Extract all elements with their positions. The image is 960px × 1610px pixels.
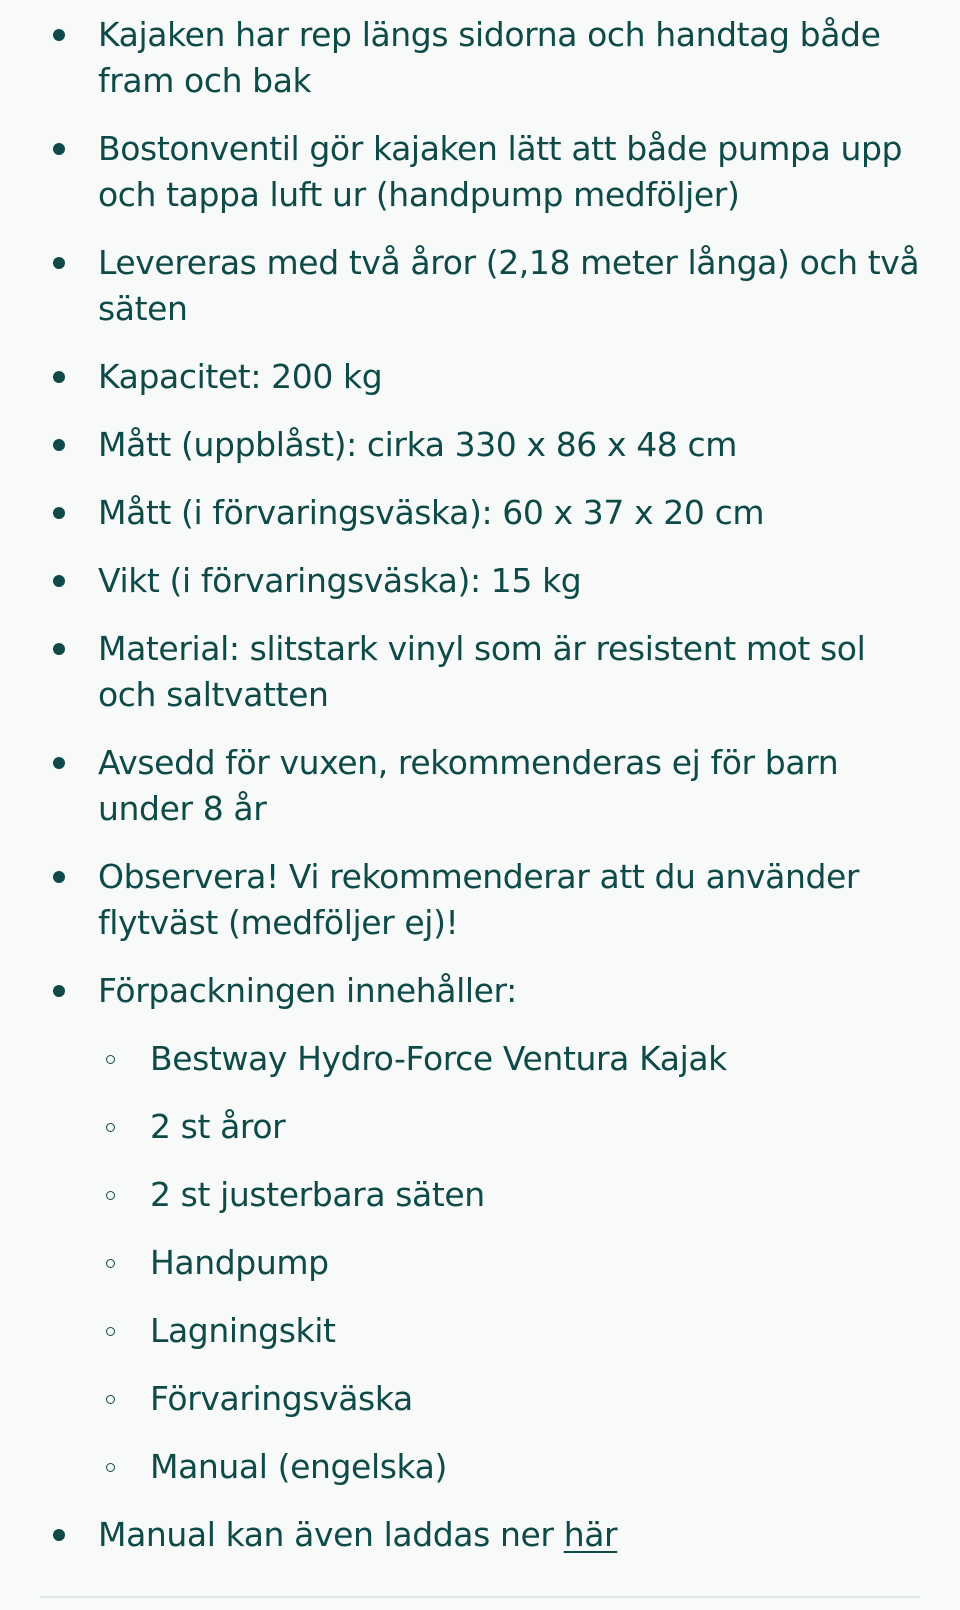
feature-item-weight: Vikt (i förvaringsväska): 15 kg <box>98 558 920 604</box>
feature-item-paddles-seats: Levereras med två åror (2,18 meter långa) och två säten <box>98 240 920 332</box>
package-item-storage-bag: Förvaringsväska <box>150 1376 920 1422</box>
feature-item-capacity: Kapacitet: 200 kg <box>98 354 920 400</box>
feature-item-package <box>98 968 920 1490</box>
package-item-seats: 2 st justerbara säten <box>150 1172 920 1218</box>
package-item-manual: Manual (engelska) <box>150 1444 920 1490</box>
feature-item-age: Avsedd för vuxen, rekommenderas ej för barn under 8 år <box>98 740 920 832</box>
section-divider <box>40 1596 920 1598</box>
package-item-hand-pump: Handpump <box>150 1240 920 1286</box>
manual-download-text: Manual kan även laddas ner <box>98 1515 564 1554</box>
feature-item-boston-valve: Bostonventil gör kajaken lätt att både pumpa upp och tappa luft ur (handpump medföljer) <box>98 126 920 218</box>
package-item-repair-kit: Lagningskit <box>150 1308 920 1354</box>
package-item-kayak: Bestway Hydro-Force Ventura Kajak <box>150 1036 920 1082</box>
feature-item-life-vest: Observera! Vi rekommenderar att du använder flytväst (medföljer ej)! <box>98 854 920 946</box>
feature-item-rope-handles: Kajaken har rep längs sidorna och handtag både fram och bak <box>98 12 920 104</box>
feature-item-dimensions-bag: Mått (i förvaringsväska): 60 x 37 x 20 cm <box>98 490 920 536</box>
package-label: Förpackningen innehåller: <box>98 971 517 1010</box>
manual-download-link[interactable]: här <box>563 1515 618 1554</box>
package-item-paddles: 2 st åror <box>150 1104 920 1150</box>
feature-item-manual-download <box>98 1512 920 1558</box>
feature-item-dimensions-inflated: Mått (uppblåst): cirka 330 x 86 x 48 cm <box>98 422 920 468</box>
feature-item-material: Material: slitstark vinyl som är resistent mot sol och saltvatten <box>98 626 920 718</box>
package-contents-list <box>98 1036 920 1490</box>
